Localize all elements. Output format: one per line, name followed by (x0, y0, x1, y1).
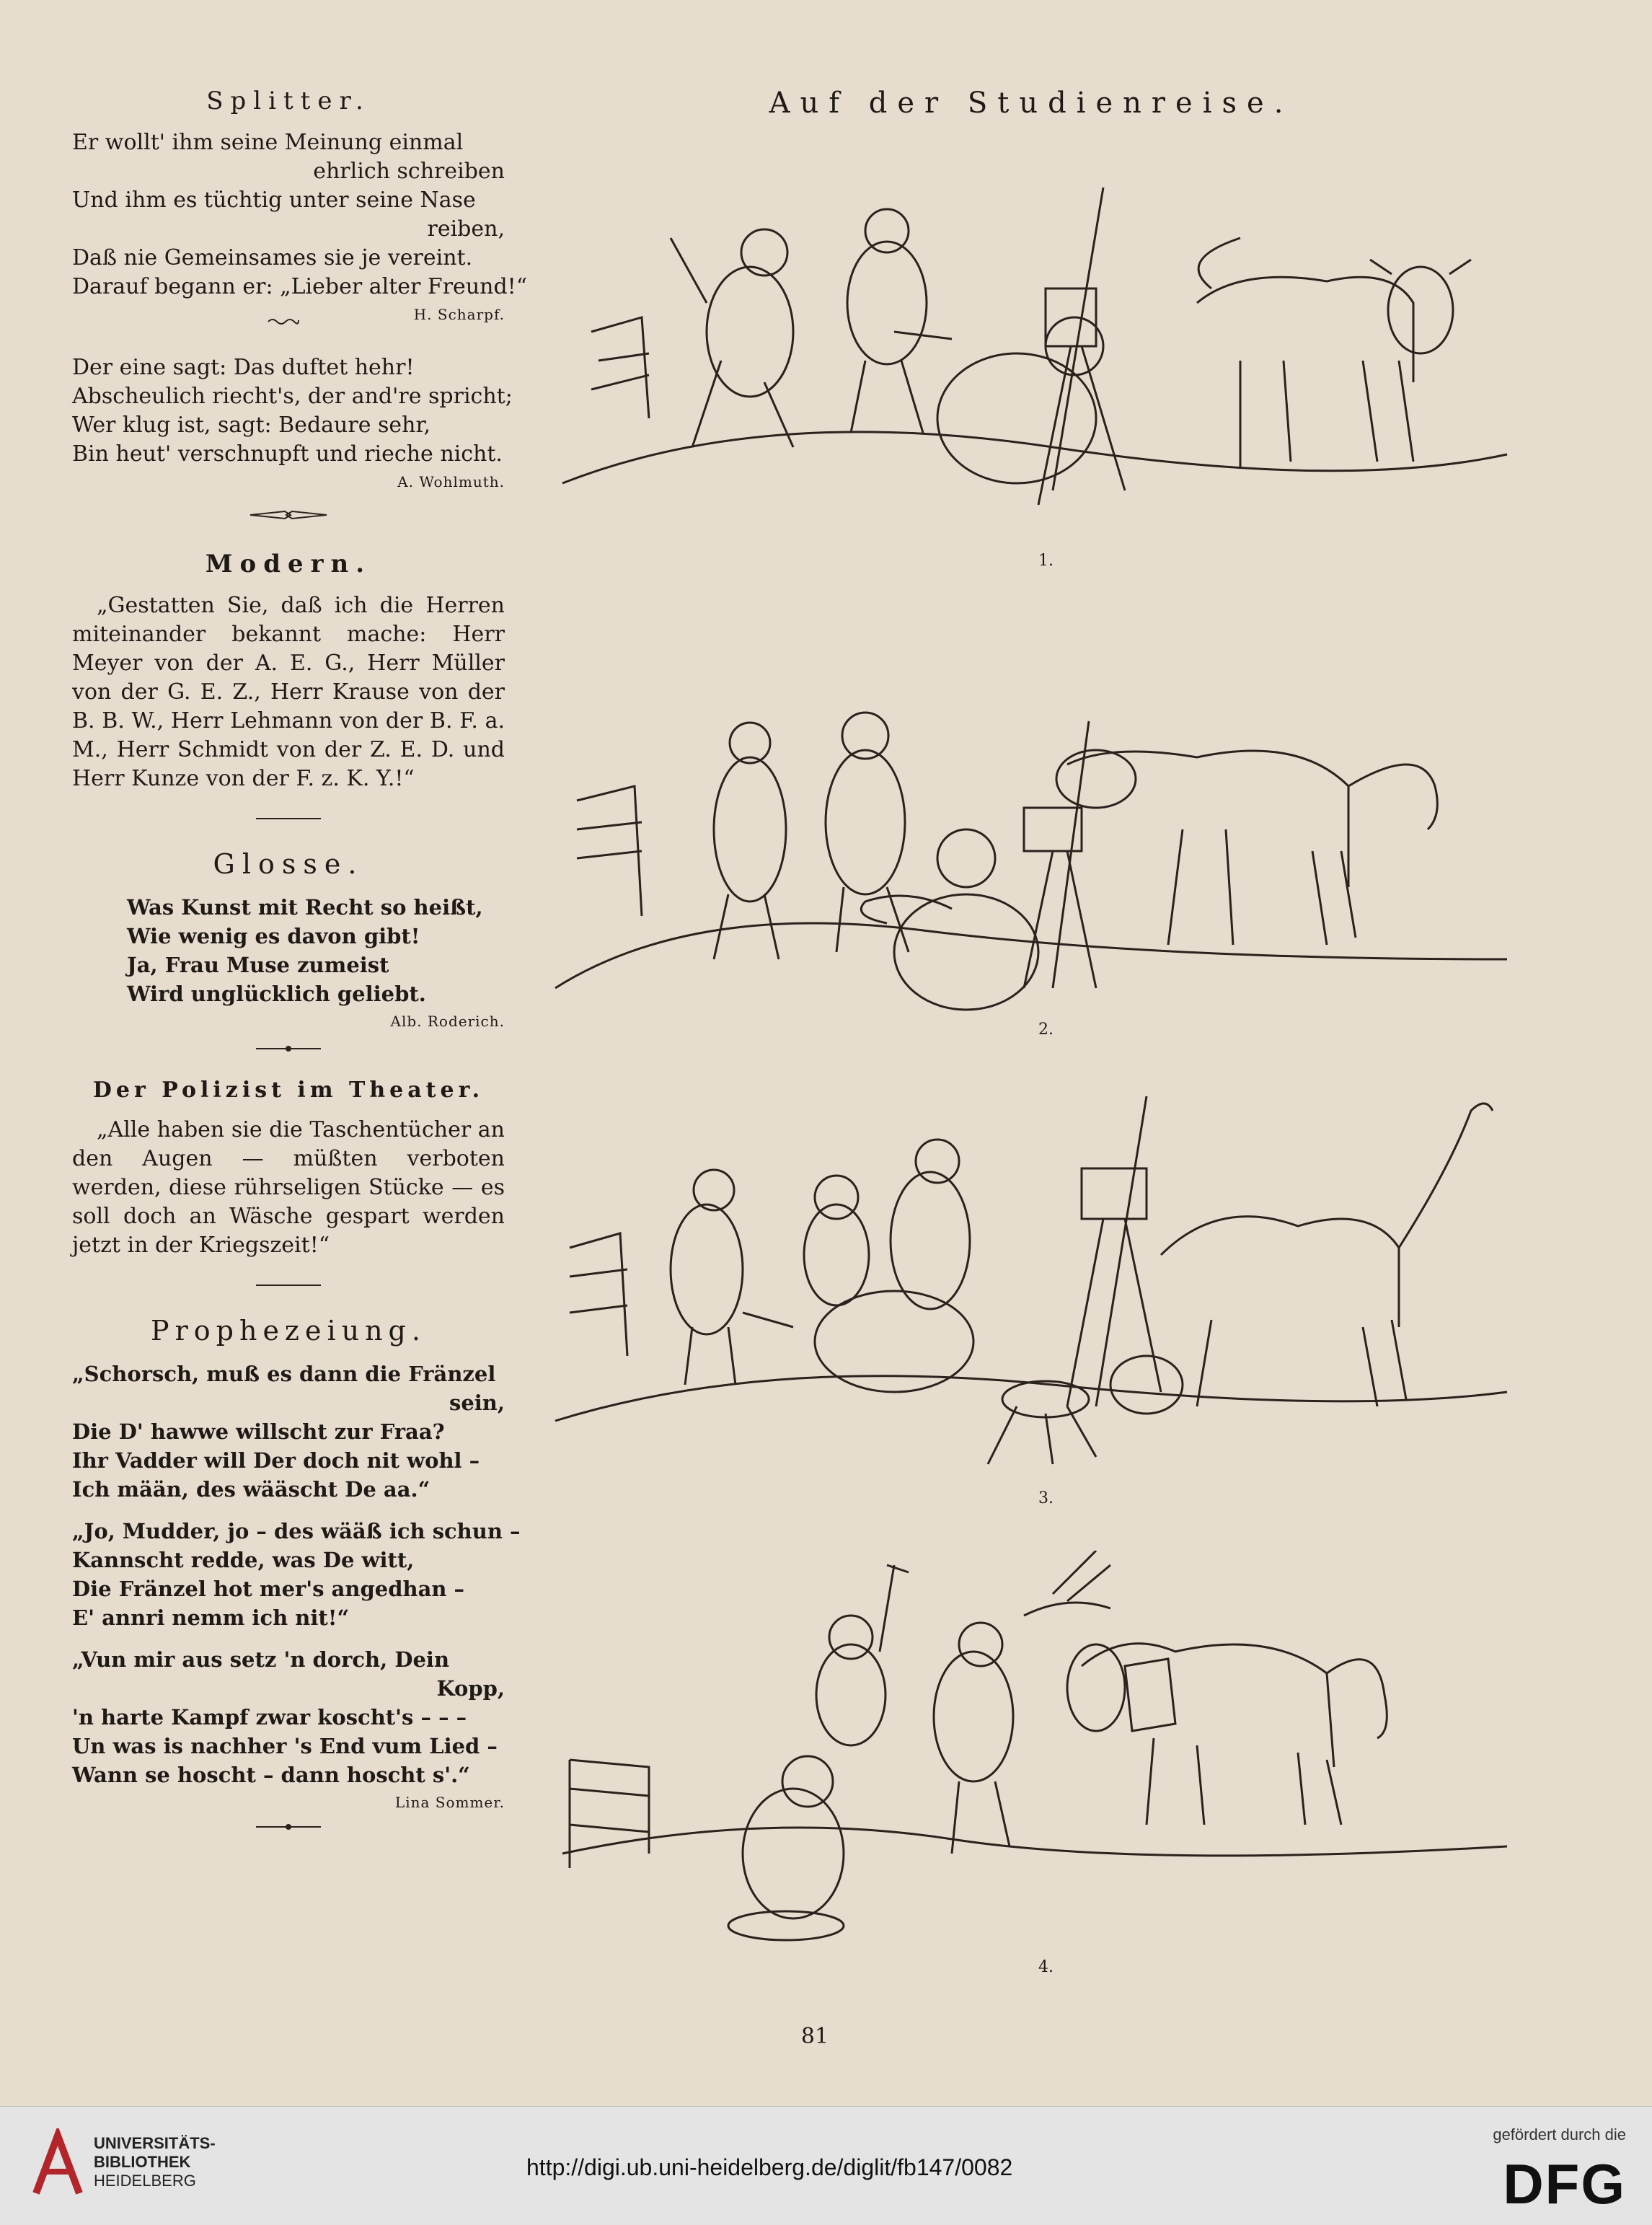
comic-panel-2 (548, 613, 1536, 1039)
university-library-logo-icon (29, 2128, 87, 2200)
poem-line: Die Fränzel hot mer's angedhan – (72, 1577, 465, 1601)
divider (256, 818, 321, 819)
section-title: Der Polizist im Theater. (92, 1078, 485, 1103)
poem-line: Un was is nachher 's End vum Lied – (72, 1734, 498, 1758)
panel-number: 1. (1038, 552, 1054, 570)
panel-number: 2. (1038, 1021, 1054, 1039)
author: Lina Sommer. (394, 1794, 505, 1811)
comic-panel-1 (548, 144, 1536, 570)
tilde-ornament (267, 317, 300, 325)
poem-line: Daß nie Gemeinsames sie je vereint. (72, 245, 473, 270)
divider (256, 1285, 321, 1286)
library-name-line: UNIVERSITÄTS- (94, 2134, 216, 2152)
poem-line: 'n harte Kampf zwar koscht's – – – (72, 1705, 467, 1730)
poem-line: Wann se hoscht – dann hoscht s'.“ (72, 1763, 470, 1787)
panel-number: 3. (1038, 1489, 1054, 1507)
poem-line: Was Kunst mit Recht so heißt, (127, 895, 483, 920)
poem-line: Die D' hawwe willscht zur Fraa? (72, 1419, 445, 1444)
section-title: Prophezeiung. (151, 1315, 426, 1347)
poem-line: Kopp, (436, 1676, 505, 1701)
poem-line: Ich mään, des wääscht De aa.“ (72, 1477, 430, 1502)
poem-line: sein, (449, 1391, 505, 1415)
author: Alb. Roderich. (390, 1013, 505, 1030)
section-prophezeiung (72, 1315, 521, 1831)
comic-panel-3 (548, 1082, 1536, 1507)
poem-line: Kannscht redde, was De witt, (72, 1548, 415, 1572)
poem-line: Er wollt' ihm seine Meinung einmal (72, 130, 464, 155)
library-name-line: BIBLIOTHEK (94, 2153, 191, 2171)
section-splitter (72, 87, 528, 521)
poem-line: Der eine sagt: Das duftet hehr! (72, 355, 415, 380)
poem-line: Wer klug ist, sagt: Bedaure sehr, (72, 413, 431, 438)
comic-column (526, 87, 1536, 1976)
poem-line: Bin heut' verschnupft und rieche nicht. (72, 441, 503, 467)
library-name (94, 2134, 216, 2190)
illustration-bull-with-easel (548, 1551, 1536, 1955)
author: H. Scharpf. (413, 306, 505, 323)
poem-line: Und ihm es tüchtig unter seine Nase (72, 188, 476, 213)
poem-line: Ja, Frau Muse zumeist (127, 953, 389, 977)
paragraph: „Alle haben sie die Taschentücher an den Augen — müßten verboten werden, diese rührseligen Stücke — es soll doch an Wäsche gespart werden jetzt in der Kriegszeit!“ (72, 1117, 505, 1258)
poem-line: Ihr Vadder will Der doch nit wohl – (72, 1448, 480, 1473)
section-title: Glosse. (213, 848, 364, 880)
poem-line: reiben, (427, 216, 505, 242)
document-url-link[interactable]: http://digi.ub.uni-heidelberg.de/diglit/fb147/0082 (526, 2154, 1013, 2180)
section-title: Modern. (205, 550, 372, 578)
dot-rule-ornament (256, 1823, 321, 1831)
poem-line: „Jo, Mudder, jo – des wääß ich schun – (72, 1519, 521, 1543)
paragraph: „Gestatten Sie, daß ich die Herren miteinander bekannt mache: Herr Meyer von der A. E. G., Herr Müller von der G. E. Z., Herr Krause von der B. B. W., Herr Lehmann von der B. F. a. M., Herr Schmidt von der Z. E. D. und Herr Kunze von der F. z. K. Y.!“ (72, 593, 505, 791)
poem-line: Wie wenig es davon gibt! (127, 924, 420, 948)
page-number: 81 (800, 2024, 829, 2049)
poem-line: Wird unglücklich geliebt. (127, 982, 426, 1006)
text-column (72, 87, 528, 1831)
poem-line: „Vun mir aus setz 'n dorch, Dein (72, 1647, 450, 1672)
section-modern (72, 550, 505, 819)
illustration-bull-charges (548, 1082, 1536, 1486)
section-polizist (72, 1078, 505, 1286)
funding-label: gefördert durch die (1493, 2125, 1626, 2144)
comic-panel-4 (548, 1551, 1536, 1976)
illustration-painter-field (548, 144, 1536, 548)
section-glosse (72, 848, 505, 1053)
library-name-line: HEIDELBERG (94, 2172, 196, 2190)
poem-line: „Schorsch, muß es dann die Fränzel (72, 1362, 496, 1386)
illustration-bull-approaches (548, 613, 1536, 1017)
comic-title: Auf der Studienreise. (769, 87, 1294, 120)
poem-line: Darauf begann er: „Lieber alter Freund!“ (72, 274, 528, 299)
viewer-footer (0, 2106, 1652, 2225)
section-title: Splitter. (206, 87, 371, 115)
poem-line: Abscheulich riecht's, der and're spricht; (72, 384, 513, 409)
panel-number: 4. (1038, 1958, 1054, 1976)
dot-rule-ornament (256, 1044, 321, 1053)
poem-line: ehrlich schreiben (313, 159, 505, 184)
author: A. Wohlmuth. (397, 473, 505, 490)
poem-line: E' annri nemm ich nit!“ (72, 1605, 350, 1630)
dfg-logo: DFG (1503, 2152, 1626, 2216)
diamond-ornament (249, 509, 328, 521)
